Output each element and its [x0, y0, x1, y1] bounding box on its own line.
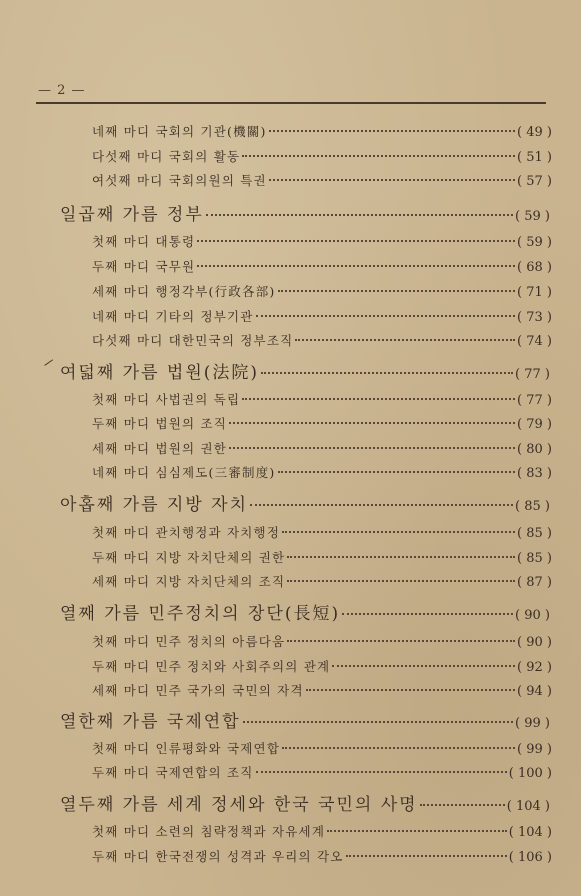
entry-title: 두째 마디 국제연합의 조직 — [92, 765, 254, 780]
toc-entry — [92, 572, 552, 590]
leader-dots — [278, 471, 516, 473]
leader-dots — [243, 721, 513, 723]
leader-dots — [287, 556, 515, 558]
entry-title: 첫째 마디 관치행정과 자치행정 — [92, 525, 281, 540]
toc-entry — [92, 822, 552, 840]
leader-dots — [256, 771, 507, 773]
toc-entry — [92, 657, 552, 675]
entry-page: ( 100 ) — [508, 766, 552, 781]
leader-dots — [278, 290, 516, 292]
toc-entry — [92, 147, 552, 165]
leader-dots — [261, 372, 513, 374]
margin-mark — [44, 359, 53, 366]
entry-page: ( 74 ) — [517, 334, 552, 349]
leader-dots — [206, 214, 513, 216]
section-title: 일곱째 가름 정부 — [60, 205, 204, 225]
toc-entry — [92, 681, 552, 699]
leader-dots — [287, 640, 515, 642]
section-title: 아홉째 가름 지방 자치 — [60, 495, 249, 515]
entry-page: ( 73 ) — [517, 310, 552, 325]
entry-page: ( 94 ) — [517, 684, 552, 699]
section-page: ( 59 ) — [515, 209, 550, 224]
entry-title: 세째 마디 지방 자치단체의 조직 — [92, 574, 286, 589]
entry-page: ( 87 ) — [517, 575, 552, 590]
leader-dots — [420, 804, 505, 806]
entry-title: 네째 마디 심심제도(三審制度) — [92, 465, 276, 480]
entry-title: 두째 마디 국무원 — [92, 259, 196, 274]
toc-entry — [92, 739, 552, 757]
toc-entry — [92, 390, 552, 408]
section-page: ( 99 ) — [515, 716, 550, 731]
entry-page: ( 49 ) — [517, 125, 552, 140]
leader-dots — [269, 130, 515, 132]
entry-page: ( 92 ) — [517, 660, 552, 675]
leader-dots — [287, 580, 515, 582]
leader-dots — [256, 315, 516, 317]
entry-title: 다섯째 마디 국회의 활동 — [92, 149, 241, 164]
toc-entry — [92, 463, 552, 481]
entry-title: 두째 마디 법원의 조직 — [92, 416, 227, 431]
section-page: ( 104 ) — [506, 799, 550, 814]
entry-page: ( 71 ) — [517, 285, 552, 300]
toc-entry — [92, 331, 552, 349]
leader-dots — [269, 179, 515, 181]
section-title: 열한째 가름 국제연합 — [60, 712, 241, 732]
toc-entry — [92, 282, 552, 300]
leader-dots — [250, 504, 513, 506]
page-number: — 2 — — [38, 83, 86, 98]
entry-title: 첫째 마디 대통령 — [92, 234, 196, 249]
entry-title: 세째 마디 민주 국가의 국민의 자격 — [92, 683, 304, 698]
section-title: 열째 가름 민주정치의 장단(長短) — [60, 604, 341, 624]
toc-entry — [92, 523, 552, 541]
entry-page: ( 59 ) — [517, 235, 552, 250]
section-title: 여덟째 가름 법원(法院) — [60, 363, 260, 383]
toc-entry — [92, 548, 552, 566]
leader-dots — [332, 665, 515, 667]
section-page: ( 77 ) — [515, 367, 550, 382]
leader-dots — [229, 422, 515, 424]
toc-section — [60, 790, 550, 815]
toc-entry — [92, 122, 552, 140]
toc-section — [60, 490, 550, 515]
toc-entry — [92, 763, 552, 781]
entry-title: 첫째 마디 사법권의 독립 — [92, 392, 241, 407]
leader-dots — [197, 240, 515, 242]
toc-section — [60, 599, 550, 624]
section-page: ( 90 ) — [515, 608, 550, 623]
entry-title: 네째 마디 기타의 정부기관 — [92, 309, 254, 324]
entry-page: ( 106 ) — [508, 850, 552, 865]
header-rule — [36, 102, 546, 104]
toc-section — [60, 358, 550, 383]
entry-page: ( 90 ) — [517, 635, 552, 650]
leader-dots — [295, 339, 515, 341]
entry-title: 여섯째 마디 국회의원의 특권 — [92, 173, 267, 188]
toc-entry — [92, 232, 552, 250]
toc-section — [60, 200, 550, 225]
entry-page: ( 104 ) — [508, 825, 552, 840]
toc-entry — [92, 414, 552, 432]
leader-dots — [242, 155, 515, 157]
leader-dots — [229, 447, 515, 449]
leader-dots — [306, 689, 515, 691]
toc-entry — [92, 439, 552, 457]
leader-dots — [327, 830, 507, 832]
leader-dots — [346, 855, 507, 857]
section-title: 열두째 가름 세계 정세와 한국 국민의 사명 — [60, 795, 418, 815]
entry-title: 두째 마디 한국전쟁의 성격과 우리의 각오 — [92, 849, 344, 864]
toc-entry — [92, 632, 552, 650]
leader-dots — [242, 398, 515, 400]
toc-entry — [92, 171, 552, 189]
entry-title: 첫째 마디 인류평화와 국제연합 — [92, 741, 281, 756]
toc-entry — [92, 257, 552, 275]
entry-title: 다섯째 마디 대한민국의 정부조직 — [92, 333, 294, 348]
entry-page: ( 51 ) — [517, 150, 552, 165]
entry-title: 세째 마디 행정각부(行政各部) — [92, 284, 276, 299]
entry-title: 두째 마디 지방 자치단체의 권한 — [92, 550, 286, 565]
entry-page: ( 57 ) — [517, 174, 552, 189]
toc-entry — [92, 307, 552, 325]
entry-title: 두째 마디 민주 정치와 사회주의의 관계 — [92, 659, 331, 674]
entry-page: ( 80 ) — [517, 442, 552, 457]
toc-section — [60, 707, 550, 732]
entry-page: ( 83 ) — [517, 466, 552, 481]
entry-page: ( 68 ) — [517, 260, 552, 275]
entry-title: 첫째 마디 소련의 침략정책과 자유세계 — [92, 824, 326, 839]
entry-page: ( 85 ) — [517, 551, 552, 566]
toc-entry — [92, 847, 552, 865]
entry-page: ( 79 ) — [517, 417, 552, 432]
leader-dots — [282, 531, 515, 533]
leader-dots — [282, 747, 515, 749]
leader-dots — [342, 613, 513, 615]
entry-page: ( 85 ) — [517, 526, 552, 541]
entry-title: 첫째 마디 민주 정치의 아름다움 — [92, 634, 286, 649]
entry-title: 세째 마디 법원의 권한 — [92, 441, 227, 456]
entry-title: 네째 마디 국회의 기관(機關) — [92, 124, 267, 139]
entry-page: ( 99 ) — [517, 742, 552, 757]
entry-page: ( 77 ) — [517, 393, 552, 408]
leader-dots — [197, 265, 515, 267]
section-page: ( 85 ) — [515, 499, 550, 514]
